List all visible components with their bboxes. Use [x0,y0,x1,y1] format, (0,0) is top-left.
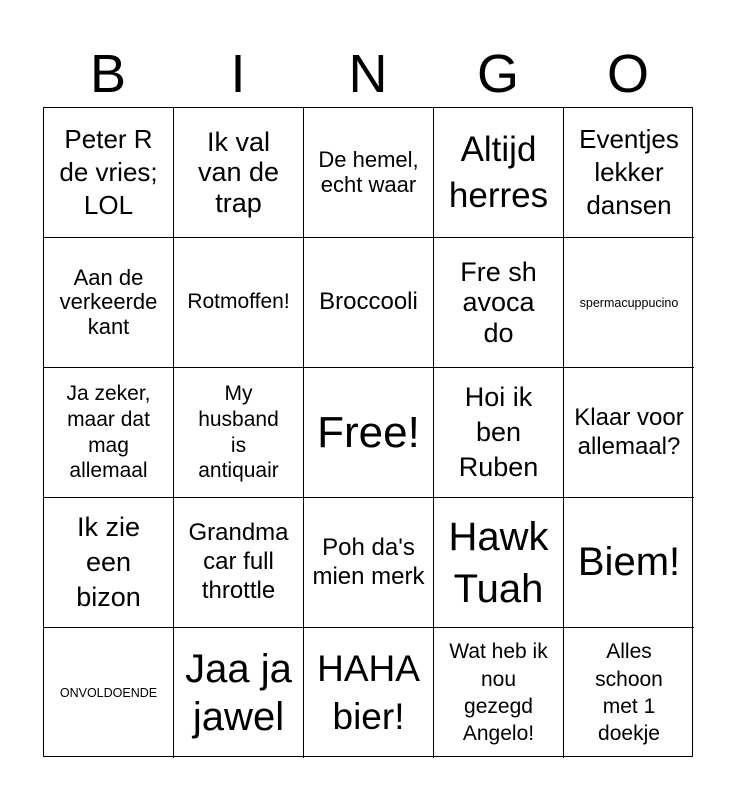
cell-text: Hoi ik ben Ruben [458,381,539,483]
bingo-cell[interactable] [434,108,564,238]
bingo-cell[interactable] [44,108,174,238]
cell-text: spermacuppucino [579,295,679,310]
bingo-header [43,42,693,106]
bingo-cell[interactable] [174,238,304,368]
cell-text: Biem! [577,540,681,585]
bingo-cell[interactable] [174,628,304,758]
cell-text: Aan de verkeerde kant [59,264,158,339]
bingo-cell[interactable] [304,628,434,758]
bingo-cell[interactable] [564,238,694,368]
bingo-cell[interactable] [44,368,174,498]
header-letter-i: I [230,44,246,104]
cell-text: De hemel, echt waar [318,146,419,197]
cell-text: Altijd herres [448,130,549,215]
bingo-cell[interactable] [434,238,564,368]
header-letter-o: O [606,44,649,104]
bingo-cell[interactable] [434,368,564,498]
cell-text: Alles schoon met 1 doekje [595,640,663,746]
cell-text: Poh da's mien merk [312,533,425,590]
bingo-cell[interactable] [564,498,694,628]
bingo-cell[interactable] [174,108,304,238]
bingo-cell[interactable] [304,498,434,628]
cell-text: Rotmoffen! [187,290,290,314]
cell-text: Broccooli [319,288,418,316]
cell-text: HAHA bier! [317,647,420,737]
cell-text: Free! [317,407,420,457]
cell-text: Eventjes lekker dansen [579,123,679,221]
cell-text: Klaar voor allemaal? [574,403,684,460]
cell-text: Grandma car full throttle [188,519,289,604]
header-letter-n: N [348,44,388,104]
bingo-cell[interactable] [44,238,174,368]
bingo-cell[interactable] [564,108,694,238]
bingo-cell[interactable] [304,238,434,368]
bingo-cell[interactable] [174,498,304,628]
cell-text: Peter R de vries; LOL [59,123,158,221]
cell-text: Jaa ja jawel [185,647,292,739]
bingo-cell[interactable] [434,628,564,758]
header-letter-b: B [89,44,127,104]
bingo-board [43,107,693,757]
cell-text: Ik zie een bizon [76,511,141,613]
cell-text: ONVOLDOENDE [59,686,158,700]
cell-text: Wat heb ik nou gezegd Angelo! [449,640,548,746]
header-letter-g: G [476,44,519,104]
cell-text: Hawk Tuah [448,514,549,611]
bingo-cell[interactable] [44,498,174,628]
bingo-cell[interactable] [304,108,434,238]
cell-text: Ja zeker, maar dat mag allemaal [66,382,151,483]
bingo-cell[interactable] [174,368,304,498]
bingo-cell[interactable] [564,368,694,498]
bingo-cell[interactable] [564,628,694,758]
bingo-cell[interactable] [434,498,564,628]
cell-text: Fre sh avoca do [460,257,537,348]
cell-text: Ik val van de trap [197,127,280,218]
cell-text: My husband is antiquair [198,382,279,483]
bingo-cell[interactable] [44,628,174,758]
bingo-cell free-space[interactable] [304,368,434,498]
